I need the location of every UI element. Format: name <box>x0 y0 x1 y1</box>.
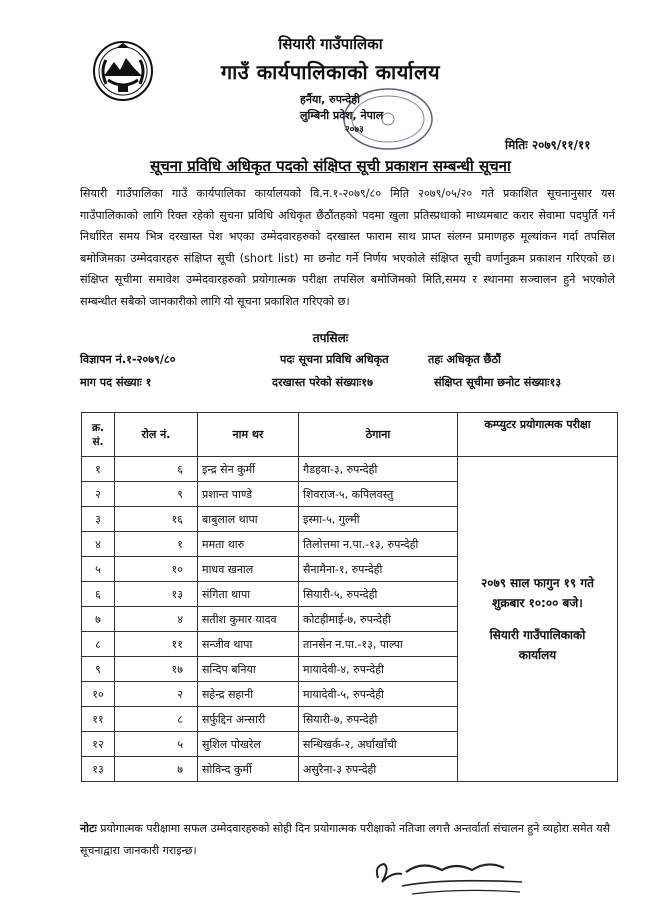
header-roll: रोल नं. <box>115 413 198 457</box>
row-roll-number: १७ <box>115 657 198 682</box>
exam-time: शुक्रबार १०:०० बजे। <box>492 596 583 610</box>
header-exam: कम्प्युटर प्रयोगात्मक परीक्षा <box>458 413 618 457</box>
row-name: सर्फुद्दिन अन्सारी <box>198 707 299 732</box>
signature <box>372 852 532 902</box>
exam-schedule-cell <box>458 457 618 782</box>
row-serial: ९ <box>82 657 115 682</box>
row-name: संगिता थापा <box>198 582 299 607</box>
exam-venue-line-2: कार्यालय <box>518 648 557 662</box>
note-text: प्रयोगात्मक परीक्षामा सफल उम्मेदवारहरुको सोही दिन प्रयोगात्मक परीक्षाको नतिजा लगत्तै अन्तर्वार्ता संचालन हुने व्यहोरा समेत यसै सूचनाद्वारा जानकारी गराइन्छ। <box>80 822 611 857</box>
office-stamp <box>340 86 436 152</box>
exam-date: २०७९ साल फागुन १९ गते <box>481 576 594 590</box>
row-name: सन्जीव थापा <box>198 632 299 657</box>
row-serial: १२ <box>82 732 115 757</box>
row-roll-number: १६ <box>115 507 198 532</box>
note-label: नोटः <box>80 822 97 835</box>
row-name: बाबुलाल थापा <box>198 507 299 532</box>
row-roll-number: २ <box>115 682 198 707</box>
details-label: तपसिलः <box>312 331 349 345</box>
header-address: ठेगाना <box>299 413 458 457</box>
shortlisted-count: संक्षिप्त सूचीमा छनोट संख्याः१३ <box>434 376 562 389</box>
row-roll-number: ११ <box>115 632 198 657</box>
row-address: असुरैना-३ रुपन्देही <box>299 757 458 782</box>
row-address: इस्मा-५, गुल्मी <box>299 507 458 532</box>
row-address: मायादेवी-५, रुपन्देही <box>299 682 458 707</box>
row-name: सहेन्द्र सहानी <box>198 682 299 707</box>
row-serial: १३ <box>82 757 115 782</box>
row-serial: २ <box>82 482 115 507</box>
address-line-2: लुम्बिनी प्रदेश, नेपाल <box>300 109 384 122</box>
header-serial: क्र. सं. <box>82 413 115 457</box>
row-roll-number: ७ <box>115 757 198 782</box>
row-name: सन्दिप बनिया <box>198 657 299 682</box>
note-block <box>80 818 620 862</box>
row-serial: ७ <box>82 607 115 632</box>
row-name: ममता थारु <box>198 532 299 557</box>
applications-count: दरखास्त परेको संख्याः१७ <box>272 376 373 389</box>
row-roll-number: ४ <box>115 607 198 632</box>
row-address: सैनामैना-१, रुपन्देही <box>299 557 458 582</box>
row-address: कोटहीमाई-७, रुपन्देही <box>299 607 458 632</box>
row-name: प्रशान्त पाण्डे <box>198 482 299 507</box>
row-name: सोविन्द कुर्मी <box>198 757 299 782</box>
address-line-1: हर्नैया, रुपन्देही <box>300 93 360 106</box>
row-roll-number: १ <box>115 532 198 557</box>
notice-body: सियारी गाउँपालिका गाउँ कार्यपालिका कार्यालयको वि.न.१-२०७९/८० मिति २०७९/०५/२० गते प्रकाशित सूचनानुसार यस गाउँपालिकाको लागि रिक्त रहेको सुचना प्रविधि अधिकृत छैंठौंतहको पदमा खुला प्रतिस्प्रधाको माध्यमबाट करार सेवामा पदपुर्ति गर्न निर्धारित समय भित्र दरखास्त पेश भएका उम्मेदवारहरुको दरखास्त फाराम साथ प्राप्त संलग्न प्रमाणहरु मूल्यांकन गर्दा तपसिल बमोजिमका उम्मेदवारहरु संक्षिप्त सूची (short list) मा छनोट गर्ने निर्णय भएकोले संक्षिप्त सूची वर्णानुक्रम प्रकाशन गरिएको छ। संक्षिप्त सूचीमा समावेश उम्मेदवारहरुको प्रयोगात्मक परीक्षा तपसिल बमोजिमको मिति,समय र स्थानमा सञ्चालन हुने भएकोले सम्बन्धीत सबैको जानकारीको लागि यो सूचना प्रकाशित गरिएको छ। <box>80 187 615 308</box>
exam-venue-line-1: सियारी गाउँपालिकाको <box>489 628 586 642</box>
row-serial: ४ <box>82 532 115 557</box>
row-address: शिवराज-५, कपिलवस्तु <box>299 482 458 507</box>
table-header-row <box>82 413 618 457</box>
header-name: नाम थर <box>198 413 299 457</box>
table-row <box>82 457 618 482</box>
demand-count: माग पद संख्याः १ <box>80 376 152 389</box>
post-level: तहः अधिकृत छैंठौं <box>428 353 501 366</box>
row-serial: १ <box>82 457 115 482</box>
org-name: सियारी गाउँपालिका <box>278 35 383 53</box>
notice-date: मितिः २०७९/११/११ <box>505 138 591 152</box>
row-name: सतीश कुमार यादव <box>198 607 299 632</box>
row-name: सुशिल पोखरेल <box>198 732 299 757</box>
row-serial: ६ <box>82 582 115 607</box>
row-serial: ३ <box>82 507 115 532</box>
row-address: मायादेवी-४, रुपन्देही <box>299 657 458 682</box>
row-roll-number: ९ <box>115 482 198 507</box>
post-name: पदः सूचना प्रविधि अधिकृत <box>280 353 389 366</box>
advert-number: विज्ञापन नं.१-२०७९/८० <box>80 353 176 366</box>
row-address: सियारी-५, रुपन्देही <box>299 582 458 607</box>
row-roll-number: ६ <box>115 457 198 482</box>
row-address: तिलोत्तमा न.पा.-१३, रुपन्देही <box>299 532 458 557</box>
row-address: तानसेन न.पा.-१३, पाल्पा <box>299 632 458 657</box>
row-serial: ५ <box>82 557 115 582</box>
row-name: इन्द्र सेन कुर्मी <box>198 457 299 482</box>
row-address: सन्धिखर्क-२, अर्घाखाँची <box>299 732 458 757</box>
row-roll-number: ८ <box>115 707 198 732</box>
office-name: गाउँ कार्यपालिकाको कार्यालय <box>220 60 441 84</box>
row-name: माधव खनाल <box>198 557 299 582</box>
row-address: सियारी-७, रुपन्देही <box>299 707 458 732</box>
row-roll-number: १३ <box>115 582 198 607</box>
notice-title: सूचना प्रविधि अधिकृत पदको संक्षिप्त सूची प्रकाशन सम्बन्धी सूचना <box>150 157 511 175</box>
row-serial: ८ <box>82 632 115 657</box>
table-body <box>82 457 618 782</box>
row-serial: ११ <box>82 707 115 732</box>
row-address: गैडहवा-३, रुपन्देही <box>299 457 458 482</box>
year-code: २०७३ <box>345 125 364 135</box>
row-roll-number: १० <box>115 557 198 582</box>
row-roll-number: ५ <box>115 732 198 757</box>
shortlist-table <box>81 412 618 782</box>
row-serial: १० <box>82 682 115 707</box>
